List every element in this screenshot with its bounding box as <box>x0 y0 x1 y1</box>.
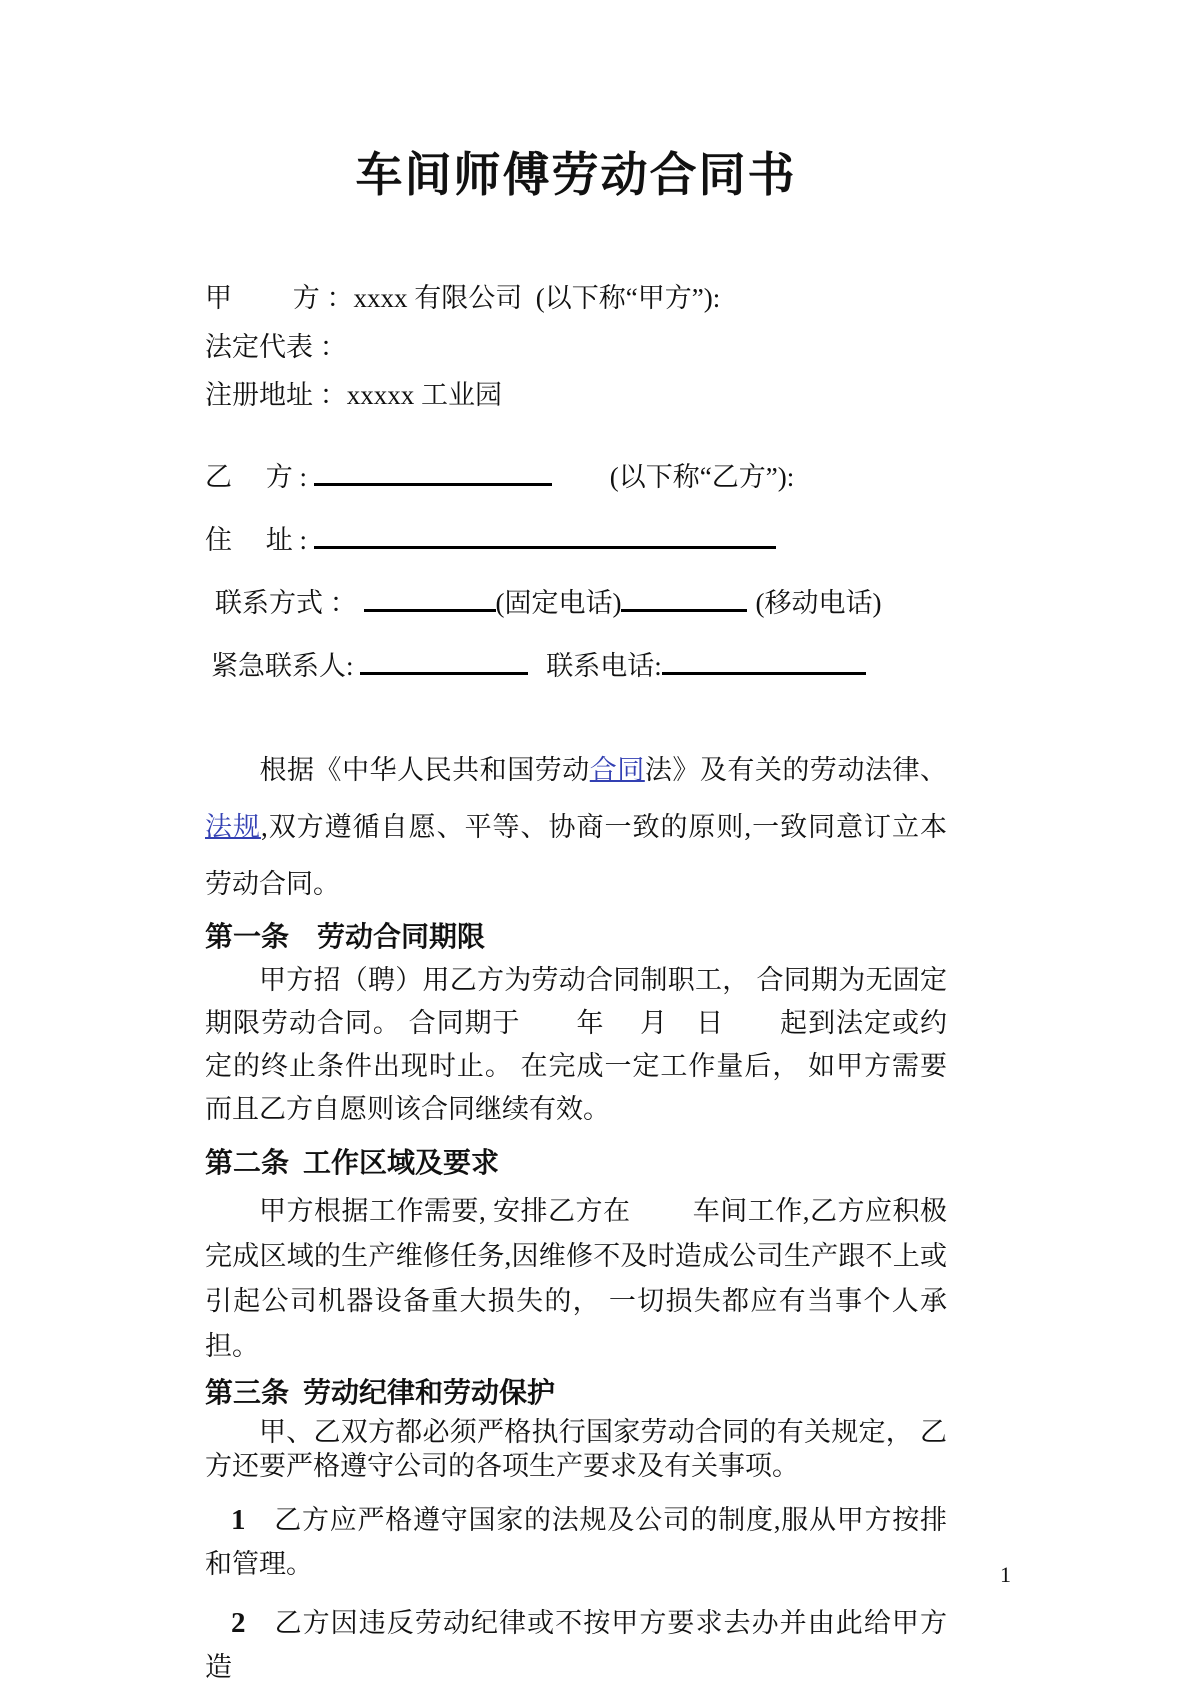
registered-address-label: 注册地址 ： <box>205 380 347 410</box>
party-a-value: xxxx 有限公司 <box>353 283 523 313</box>
intro-text-4: 双方遵循自愿、平等、协商一致的原则,一致同意订立本劳动合同。 <box>205 812 948 899</box>
emergency-contact-blank <box>360 642 528 675</box>
emergency-contact-label: 紧急联系人: <box>211 651 361 681</box>
hetong-law-link[interactable]: 合同 <box>589 755 645 785</box>
intro-text-3: , <box>260 812 268 842</box>
item-2-number: 2 <box>231 1607 246 1639</box>
item-2-text: 乙方因违反劳动纪律或不按甲方要求去办并由此给甲方造 <box>205 1608 947 1682</box>
document-content <box>205 0 947 1689</box>
contact-label: 联系方式 ： <box>215 588 364 618</box>
item-1-number: 1 <box>231 1504 246 1536</box>
section-3-heading: 第三条 劳动纪律和劳动保护 <box>205 1378 556 1409</box>
party-a-label: 甲 方 ： <box>205 283 354 313</box>
fixed-phone-suffix: (固定电话) <box>495 588 622 618</box>
section-1-heading: 第一条 劳动合同期限 <box>205 922 486 953</box>
section-3-body: 甲、乙双方都必须严格执行国家劳动合同的有关规定， 乙方还要严格遵守公司的各项生产要求及有关事项。 <box>205 1417 947 1481</box>
registered-address-value: xxxxx 工业园 <box>346 380 502 410</box>
emergency-contact-line <box>205 642 947 686</box>
section-3-item-1 <box>205 1498 947 1586</box>
home-address-label: 住 址 : <box>205 525 314 555</box>
section-3-item-2 <box>205 1601 947 1689</box>
intro-text-1: 根据《中华人民共和国劳动 <box>259 755 590 785</box>
intro-paragraph <box>205 742 947 913</box>
section-2-heading: 第二条 工作区域及要求 <box>205 1148 500 1179</box>
contact-line <box>205 579 947 623</box>
page-number: 1 <box>1000 1562 1011 1587</box>
party-a-line <box>205 278 947 318</box>
mobile-phone-suffix: (移动电话) <box>755 588 882 618</box>
party-b-suffix: (以下称“乙方”): <box>609 462 795 492</box>
intro-text-2: 法》及有关的劳动法律、 <box>644 755 948 785</box>
fixed-phone-blank <box>364 579 496 612</box>
legal-representative-label: 法定代表 ： <box>205 332 347 362</box>
party-a-suffix: (以下称“甲方”): <box>522 283 721 313</box>
party-b-line <box>205 453 947 497</box>
document-title: 车间师傅劳动合同书 <box>355 150 797 202</box>
emergency-phone-label: 联系电话: <box>546 651 662 681</box>
section-1-body: 甲方招（聘）用乙方为劳动合同制职工， 合同期为无固定期限劳动合同。 合同期于 年 月 日 起到法定或约定的终止条件出现时止。 在完成一定工作量后， 如甲方需要而且乙方自愿则该合同继续有效。 <box>205 965 947 1124</box>
home-address-blank <box>314 516 776 549</box>
registered-address-line <box>205 375 947 415</box>
mobile-phone-blank <box>621 579 747 612</box>
home-address-line <box>205 516 947 560</box>
party-b-label: 乙 方 : <box>205 462 314 492</box>
legal-representative-line <box>205 327 947 367</box>
item-1-text: 乙方应严格遵守国家的法规及公司的制度,服从甲方按排和管理。 <box>205 1505 947 1579</box>
fagui-link[interactable]: 法规 <box>205 812 261 842</box>
party-b-name-blank <box>314 453 552 486</box>
emergency-phone-blank <box>662 642 866 675</box>
section-2-body: 甲方根据工作需要, 安排乙方在 车间工作,乙方应积极完成区域的生产维修任务,因维修不及时造成公司生产跟不上或引起公司机器设备重大损失的， 一切损失都应有当事个人承担。 <box>205 1196 947 1361</box>
